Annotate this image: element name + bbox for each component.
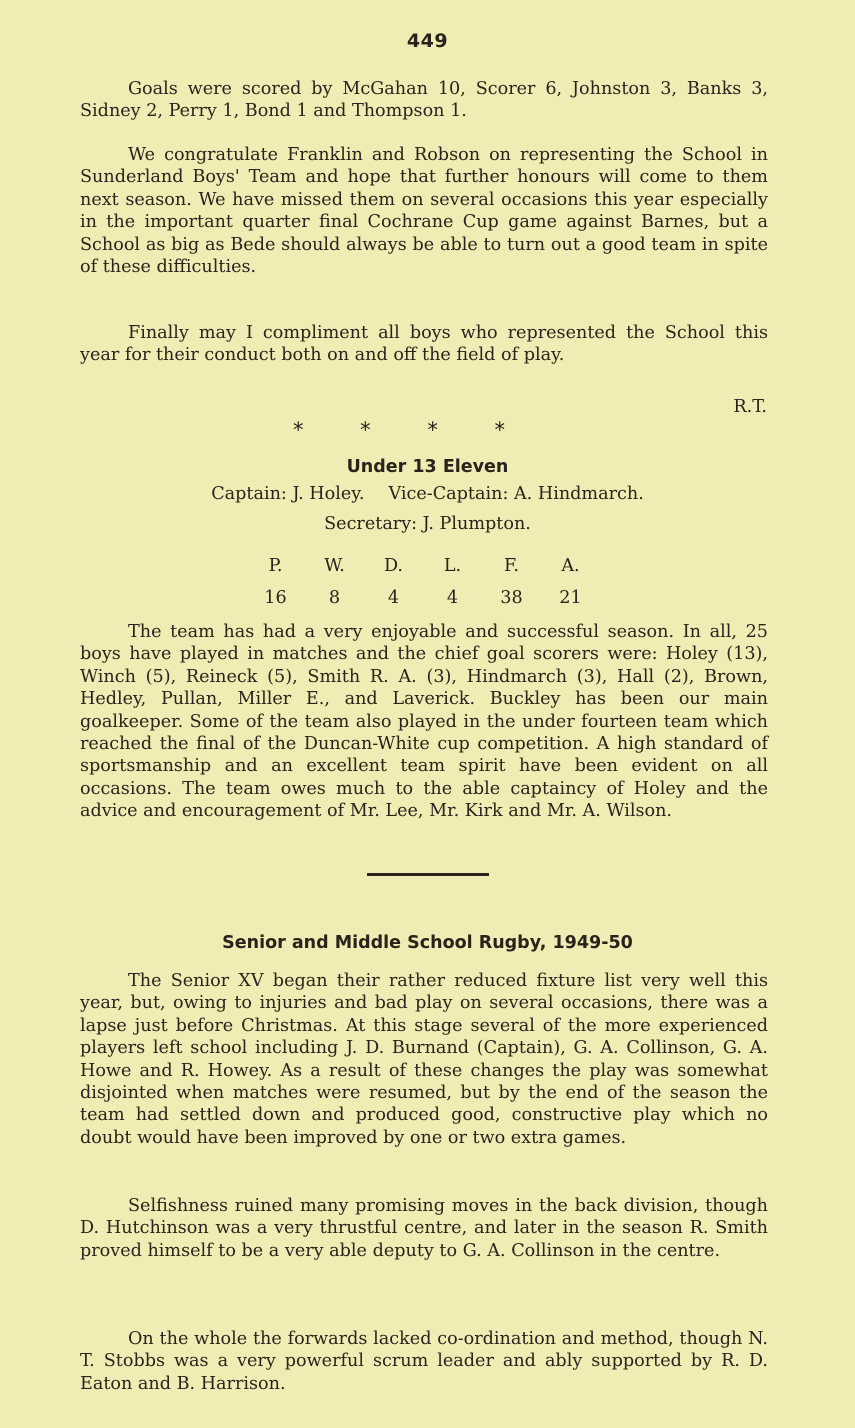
goals-paragraph: Goals were scored by McGahan 10, Scorer 6, Johnston 3, Banks 3, Sidney 2, Perry 1, Bond 1 and Thompson 1. [80, 79, 768, 122]
stats-header: F. [503, 556, 520, 576]
congratulations-paragraph: We congratulate Franklin and Robson on representing the School in Sunderland Boys' Team and hope that further honours will come to them next season. We have missed them on several occasions this year especially in the important quarter final Cochrane Cup game against Barnes, but a School as big as Bede should always be able to turn out a good team in spite of these difficulties. [80, 145, 768, 278]
stats-value: 4 [387, 588, 400, 608]
compliment-paragraph: Finally may I compliment all boys who represented the School this year for their conduct both on and off the field of play. [80, 323, 768, 366]
author-signature: R.T. [733, 397, 767, 417]
stats-header: D. [383, 556, 404, 576]
section-divider [367, 873, 489, 876]
page-number: 449 [406, 30, 449, 52]
stats-value: 21 [559, 588, 582, 608]
secretary-line [0, 514, 855, 534]
stats-header: W. [324, 556, 345, 576]
rugby-backs-paragraph: Selfishness ruined many promising moves in the back division, though D. Hutchinson was a very thrustful centre, and later in the season R. Smith proved himself to be a very able deputy to G. A. Collinson in the centre. [80, 1196, 768, 1261]
vice-captain-text: Vice-Captain: A. Hindmarch. [388, 484, 644, 504]
separator-stars: * * * * [293, 418, 506, 442]
rugby-forwards-paragraph: On the whole the forwards lacked co-ordination and method, though N. T. Stobbs was a very powerful scrum leader and ably supported by R. D. Eaton and B. Harrison. [80, 1329, 768, 1394]
stats-value-row [246, 582, 600, 614]
rugby-senior-paragraph: The Senior XV began their rather reduced fixture list very well this year, but, owing to injuries and bad play on several occasions, there was a lapse just before Christmas. At this stage several of the more experienced players left school including J. D. Burnand (Captain), G. A. Collinson, G. A. Howe and R. Howey. As a result of these changes the play was somewhat disjointed when matches were resumed, but by the end of the season the team had settled down and produced good, constructive play which no doubt would have been improved by one or two extra games. [80, 971, 768, 1148]
stats-header: P. [268, 556, 283, 576]
team-officials [0, 484, 855, 504]
season-record-table [246, 550, 600, 614]
rugby-heading: Senior and Middle School Rugby, 1949-50 [222, 933, 633, 953]
under13-heading: Under 13 Eleven [346, 457, 509, 477]
stats-value: 16 [264, 588, 287, 608]
stats-value: 8 [328, 588, 341, 608]
secretary-text: Secretary: J. Plumpton. [324, 514, 531, 534]
stats-value: 38 [500, 588, 523, 608]
captain-text: Captain: J. Holey. [211, 484, 365, 504]
stats-header: A. [561, 556, 580, 576]
stats-header-row [246, 550, 600, 582]
stats-value: 4 [446, 588, 459, 608]
stats-header: L. [443, 556, 462, 576]
under13-report-paragraph: The team has had a very enjoyable and successful season. In all, 25 boys have played in matches and the chief goal scorers were: Holey (13), Winch (5), Reineck (5), Smith R. A. (3), Hindmarch (3), Hall (2), Brown, Hedley, Pullan, Miller E., and Laverick. Buckley has been our main goalkeeper. Some of the team also played in the under fourteen team which reached the final of the Duncan-White cup competition. A high standard of sportsmanship and an excellent team spirit have been evident on all occasions. The team owes much to the able captaincy of Holey and the advice and encouragement of Mr. Lee, Mr. Kirk and Mr. A. Wilson. [80, 622, 768, 822]
